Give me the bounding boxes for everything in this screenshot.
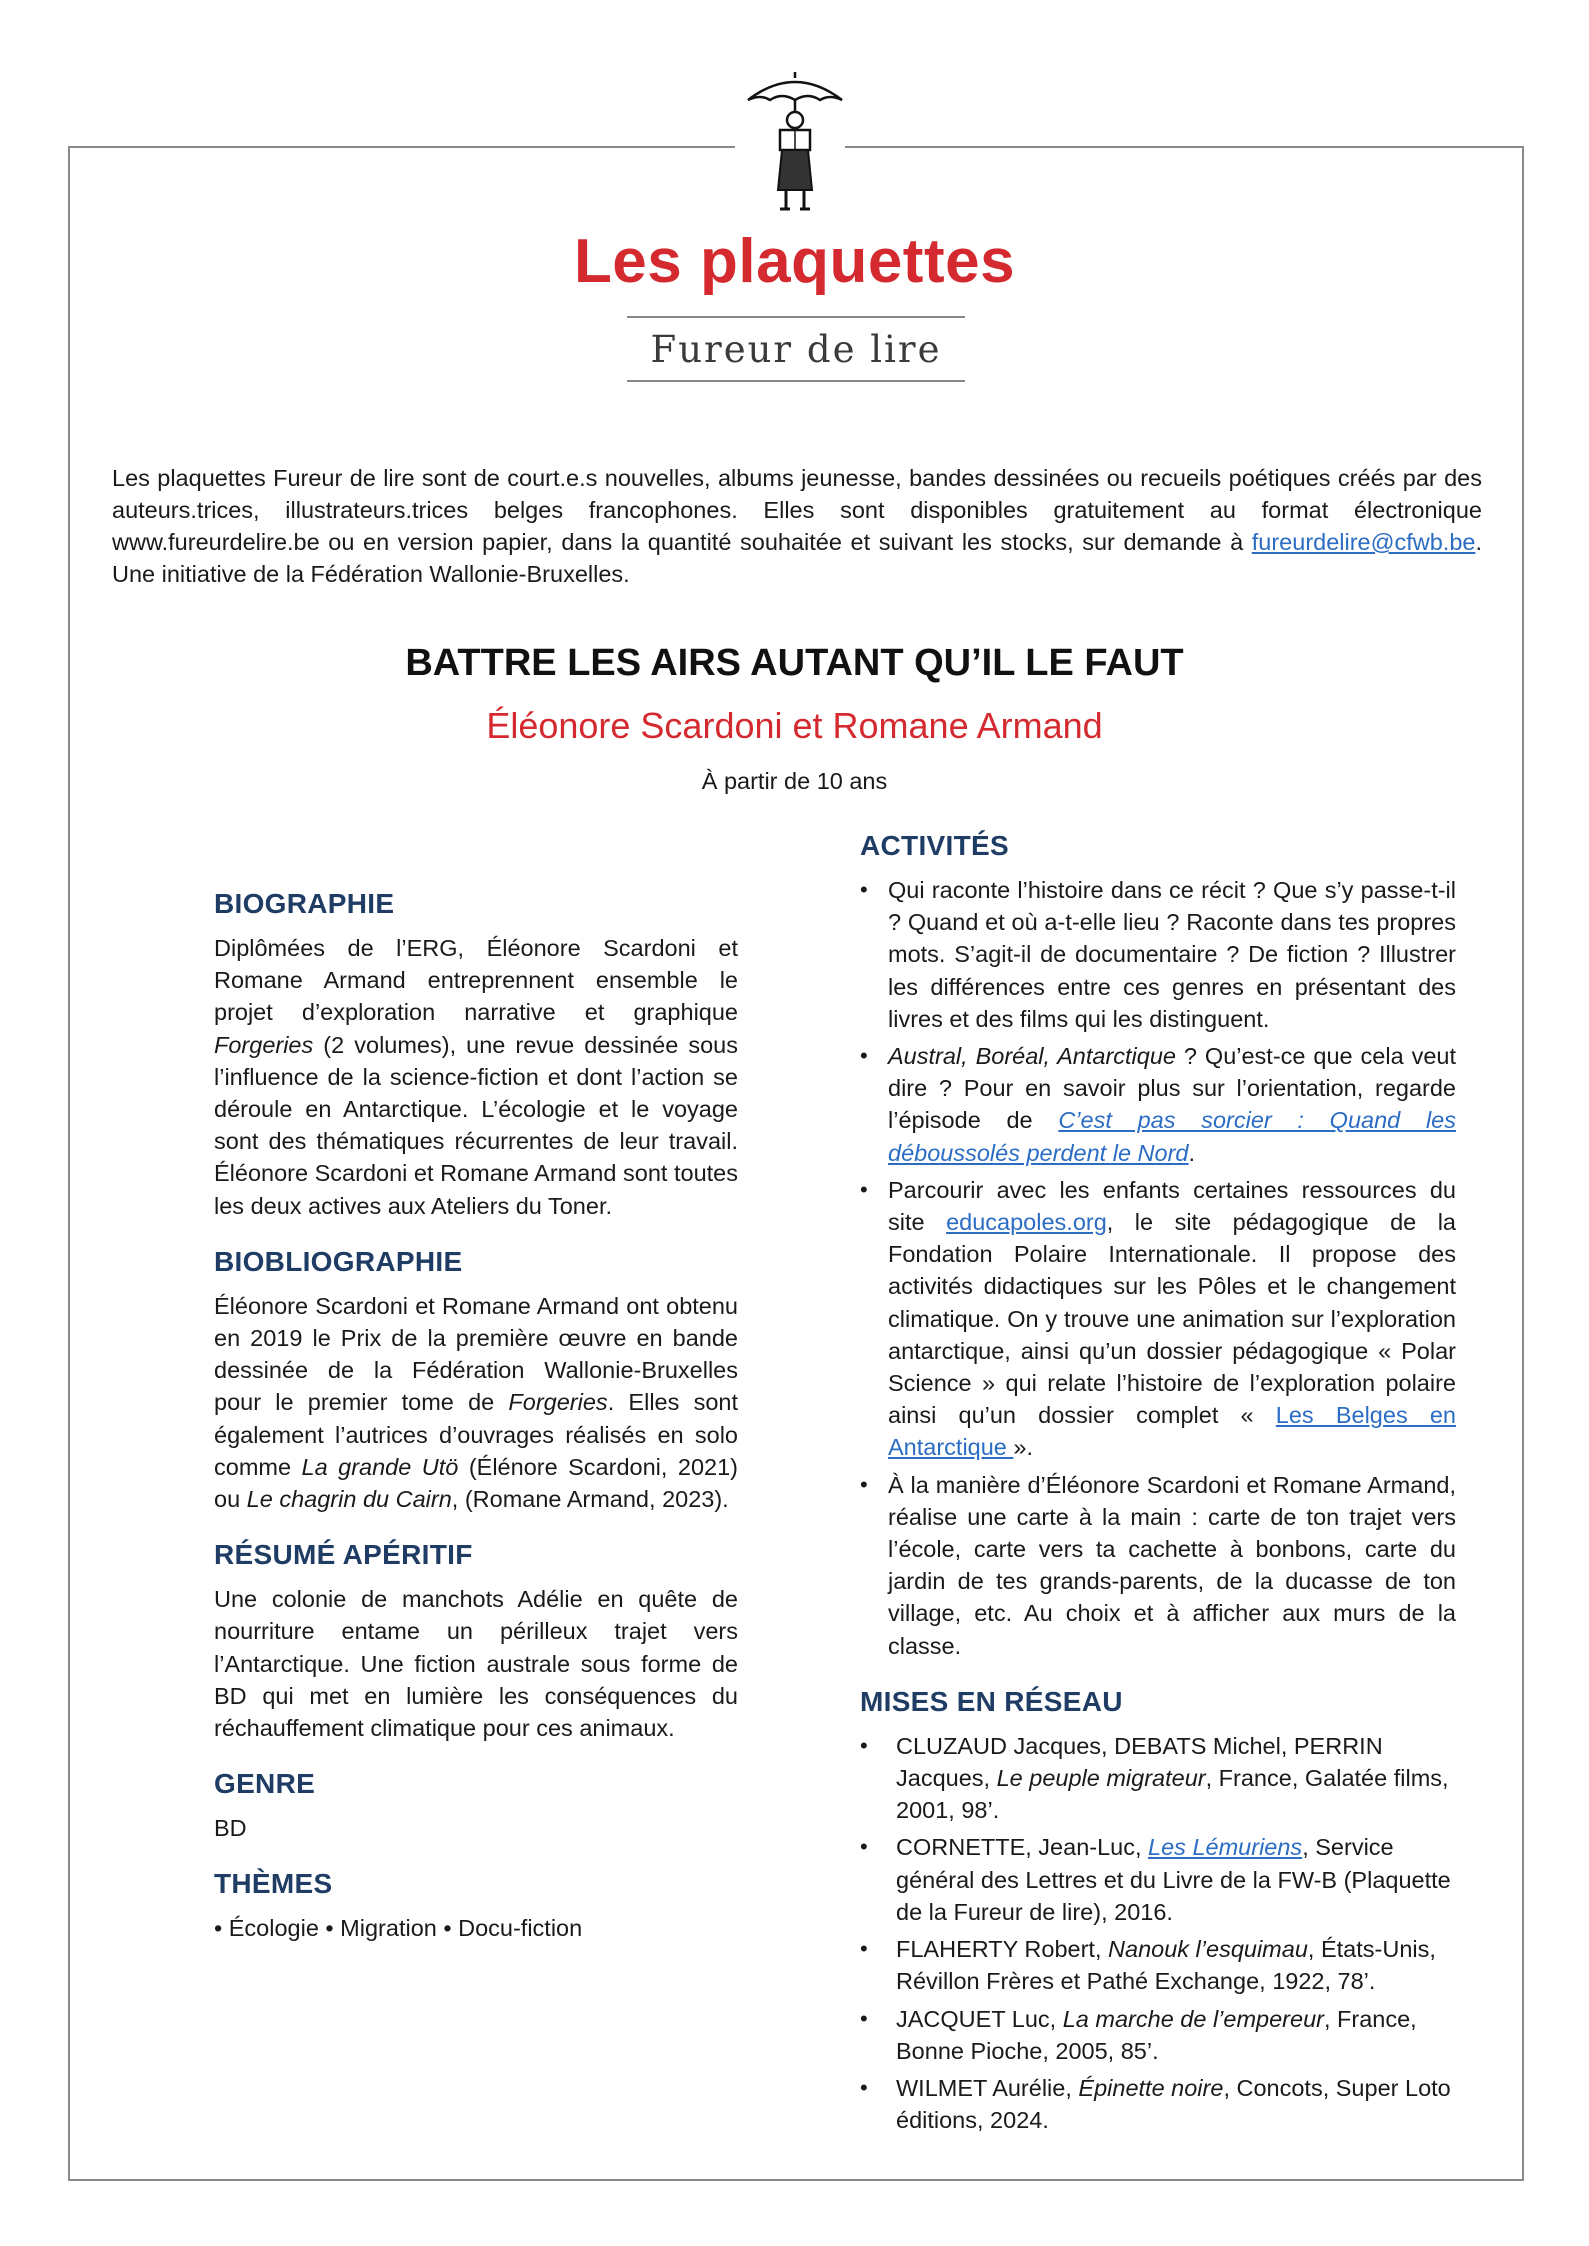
bio-text-2: (2 volumes), une revue dessinée sous l’influence de la science-fiction et dont l’action se déroule en Antarctique. L’écologie et le voyage sont des thématiques récurrentes de leur travail. Éléonore Scardoni et Romane Armand sont toutes les deux actives aux Ateliers du Toner. bbox=[214, 1031, 738, 1219]
ref5-text-1: WILMET Aurélie, bbox=[896, 2074, 1079, 2101]
resume-heading: RÉSUMÉ APÉRITIF bbox=[214, 1539, 473, 1571]
ref3-text-1: FLAHERTY Robert, bbox=[896, 1936, 1109, 1963]
bibliographie-text bbox=[214, 1290, 738, 1515]
book-age: À partir de 10 ans bbox=[701, 768, 888, 794]
brand-title: Les plaquettes bbox=[573, 227, 1016, 296]
genre-text: BD bbox=[214, 1815, 247, 1842]
act3-text-2: , le site pédagogique de la Fondation Polaire Internationale. Il propose des activités didactiques sur les Pôles et le changement climatique. On y trouve une animation sur l’exploration antarctique, ainsi qu’un dossier pédagogique « Polar Science » qui relate l’histoire de l’exploration polaire ainsi qu’un dossier complet « bbox=[888, 1209, 1456, 1429]
ref4-text-1: JACQUET Luc, bbox=[896, 2005, 1063, 2032]
list-item bbox=[860, 1831, 1456, 1928]
list-item bbox=[860, 1040, 1456, 1169]
act2-italic: Austral, Boréal, Antarctique bbox=[888, 1043, 1176, 1070]
act2-text: ? Qu’est-ce que cela veut dire ? Pour en savoir plus sur l’orientation, regarde l’épisode de bbox=[888, 1043, 1457, 1134]
brand-subtitle-box bbox=[627, 316, 965, 382]
activites-heading: ACTIVITÉS bbox=[860, 830, 1009, 861]
lemuriens-link[interactable]: Les Lémuriens bbox=[1148, 1834, 1303, 1861]
biblio-text-4: , (Romane Armand, 2023). bbox=[451, 1486, 729, 1513]
act3-text-3: ». bbox=[1013, 1434, 1034, 1461]
ref1-text-2: , France, Galatée films, 2001, 98’. bbox=[896, 1765, 1449, 1824]
biblio-text-3: (Élénore Scardoni, 2021) ou bbox=[214, 1453, 738, 1513]
umbrella-reader-logo bbox=[740, 70, 850, 215]
bibliographie-heading: BIOBLIOGRAPHIE bbox=[214, 1245, 463, 1277]
cest-pas-sorcier-link[interactable]: C’est pas sorcier : Quand les déboussolés perdent le Nord bbox=[888, 1107, 1456, 1166]
list-item: • Qui raconte l’histoire dans ce récit ? Que s’y passe-t-il ? Quand et où a-t-elle lieu ? Raconte dans tes propres mots. S’agit-il de documentaire ? De fiction ? Illustrer les différences entre ces genres en présentant des livres et des films qui les distinguent. bbox=[860, 874, 1456, 1035]
educapoles-link[interactable]: educapoles.org bbox=[946, 1209, 1107, 1236]
reseau-list bbox=[860, 1730, 1456, 2136]
biblio-title-cairn: Le chagrin du Cairn bbox=[246, 1486, 452, 1513]
biographie-text bbox=[214, 932, 738, 1222]
intro-text: Les plaquettes Fureur de lire sont de court.e.s nouvelles, albums jeunesse, bandes dessinées ou recueils poétiques créés par des auteurs.trices, illustrateurs.trices belges francophones. Elles sont disponibles gratuitement au format électronique www.fureurdelire.be ou en version papier, dans la quantité souhaitée et suivant les stocks, sur demande à bbox=[112, 465, 1482, 555]
act2-end: . bbox=[1188, 1139, 1196, 1166]
list-item bbox=[860, 1174, 1456, 1464]
biblio-title-uto: La grande Utö bbox=[301, 1453, 459, 1480]
ref5-text-2: , Concots, Super Loto éditions, 2024. bbox=[896, 2074, 1451, 2134]
list-item bbox=[860, 2003, 1456, 2067]
intro-paragraph bbox=[112, 462, 1482, 590]
themes-list: • Écologie • Migration • Docu-fiction bbox=[214, 1915, 583, 1942]
list-item: • À la manière d’Éléonore Scardoni et Romane Armand, réalise une carte à la main : carte de ton trajet vers l’école, carte vers ta cachette à bonbons, carte du jardin de tes grands-parents, de la ducasse de ton village, etc. Au choix et à afficher aux murs de la classe. bbox=[860, 1469, 1456, 1662]
ref2-text-1: CORNETTE, Jean-Luc, bbox=[896, 1834, 1149, 1861]
genre-heading: GENRE bbox=[214, 1768, 316, 1800]
ref4-title: La marche de l’empereur bbox=[1062, 2005, 1324, 2032]
resume-text: Une colonie de manchots Adélie en quête de nourriture entame un périlleux trajet vers l’Antarctique. Une fiction australe sous forme de BD qui met en lumière les conséquences du réchauffement climatique pour ces animaux. bbox=[214, 1586, 738, 1742]
belges-antarctique-link[interactable]: Les Belges en Antarctique bbox=[888, 1402, 1456, 1461]
list-item bbox=[860, 2072, 1456, 2136]
intro-text-end: . Une initiative de la Fédération Wallonie-Bruxelles. bbox=[112, 529, 1482, 587]
act3-text-1: Parcourir avec les enfants certaines ressources du site bbox=[888, 1176, 1456, 1236]
ref1-title: Le peuple migrateur bbox=[996, 1765, 1206, 1792]
ref5-title: Épinette noire bbox=[1078, 2074, 1224, 2101]
book-authors: Éléonore Scardoni et Romane Armand bbox=[486, 705, 1103, 746]
left-column bbox=[214, 888, 738, 1944]
biographie-heading: BIOGRAPHIE bbox=[214, 888, 395, 919]
email-link[interactable]: fureurdelire@cfwb.be bbox=[1251, 529, 1476, 555]
bio-title-forgeries: Forgeries bbox=[214, 1031, 314, 1058]
ref3-text-2: , États-Unis, Révillon Frères et Pathé Exchange, 1922, 78’. bbox=[896, 1936, 1436, 1995]
brand-subtitle: Fureur de lire bbox=[650, 327, 942, 371]
list-item bbox=[860, 1933, 1456, 1997]
biblio-text-2: . Elles sont également l’autrices d’ouvrages réalisés en solo comme bbox=[214, 1389, 738, 1480]
ref3-title: Nanouk l’esquimau bbox=[1108, 1936, 1308, 1963]
biblio-title-forgeries: Forgeries bbox=[508, 1389, 608, 1416]
list-item bbox=[860, 1730, 1456, 1827]
biblio-text-1: Éléonore Scardoni et Romane Armand ont obtenu en 2019 le Prix de la première œuvre en bande dessinée de la Fédération Wallonie-Bruxelles pour le premier tome de bbox=[214, 1292, 738, 1416]
activites-list bbox=[860, 874, 1456, 1662]
themes-heading: THÈMES bbox=[214, 1868, 333, 1900]
right-column bbox=[860, 830, 1456, 2141]
ref4-text-2: , France, Bonne Pioche, 2005, 85’. bbox=[896, 2005, 1417, 2064]
reseau-heading: MISES EN RÉSEAU bbox=[860, 1685, 1123, 1717]
ref2-text-2: , Service général des Lettres et du Livre de la FW-B (Plaquette de la Fureur de lire), 2016. bbox=[896, 1834, 1451, 1925]
bio-text-1: Diplômées de l’ERG, Éléonore Scardoni et Romane Armand entreprennent ensemble le projet d’exploration narrative et graphique bbox=[214, 935, 738, 1026]
book-title: BATTRE LES AIRS AUTANT QU’IL LE FAUT bbox=[405, 642, 1184, 684]
ref1-text-1: CLUZAUD Jacques, DEBATS Michel, PERRIN Jacques, bbox=[896, 1732, 1383, 1792]
